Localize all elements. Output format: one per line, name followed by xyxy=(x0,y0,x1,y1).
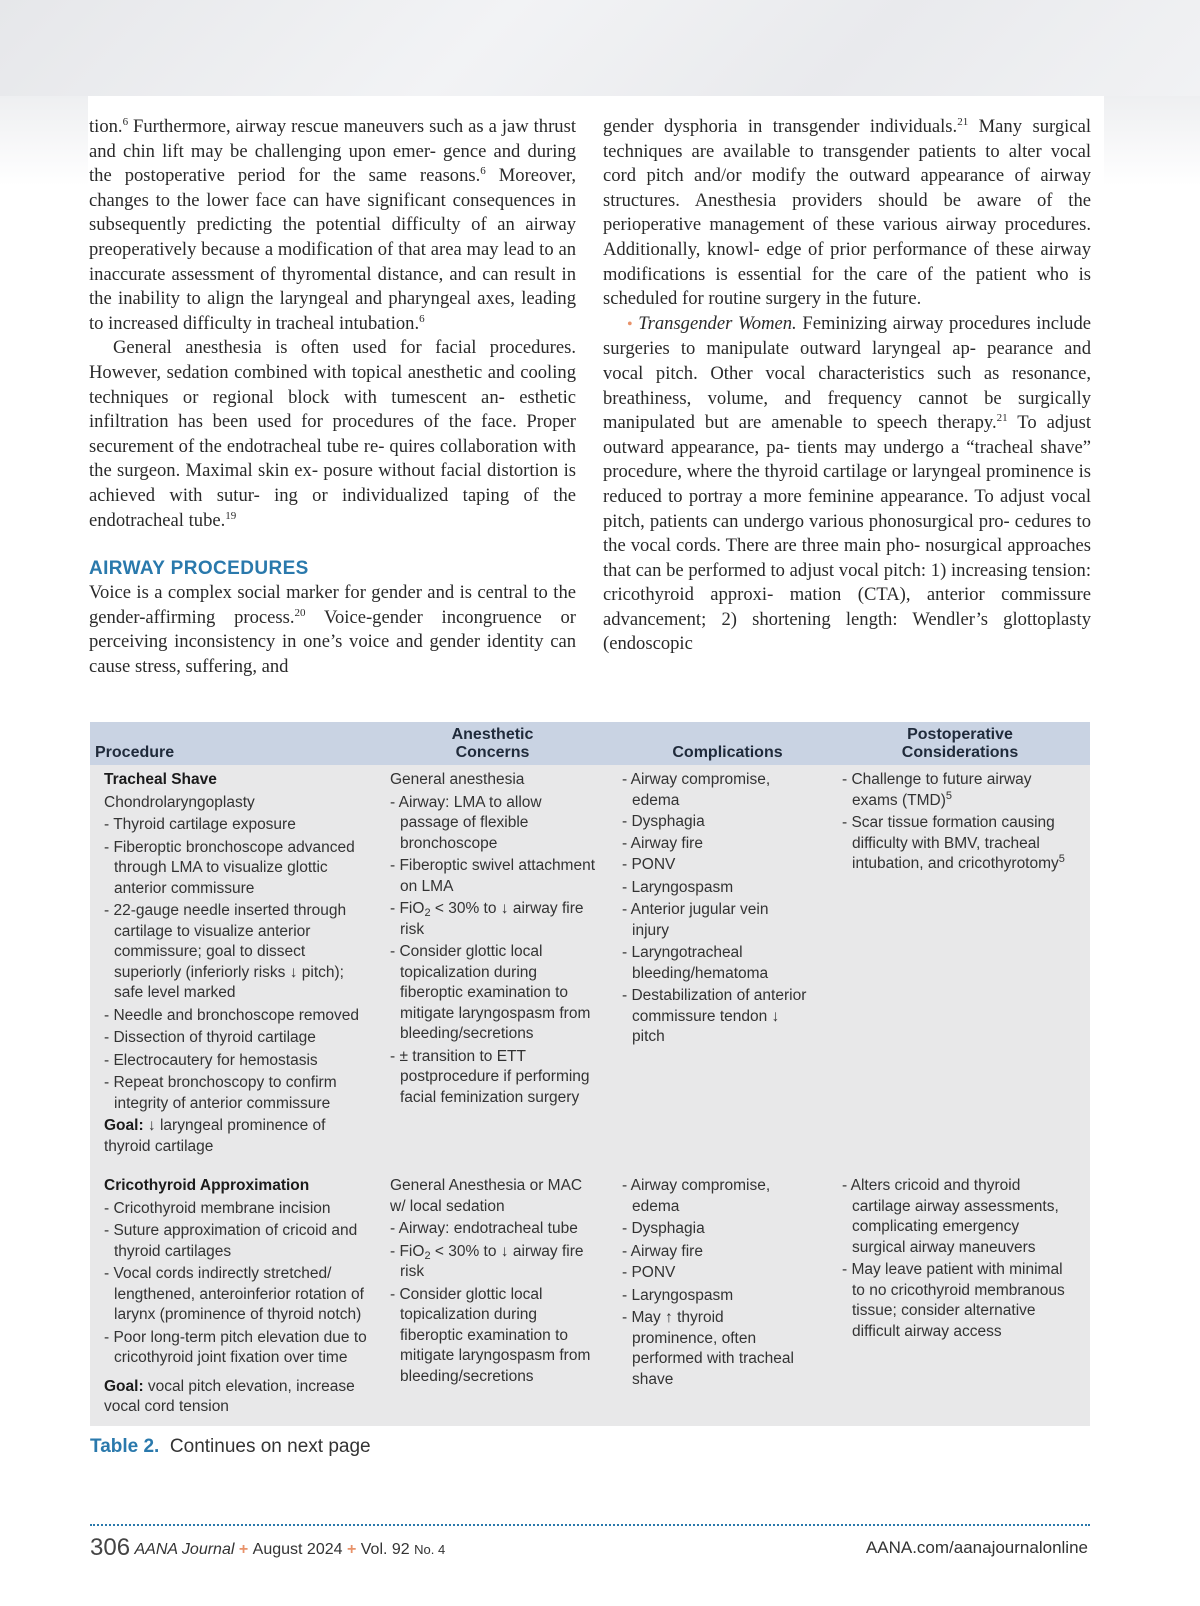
complication-item: - Laryngotracheal bleeding/hematoma xyxy=(622,944,769,982)
procedure-goal xyxy=(104,1116,369,1157)
complication-item: - Airway compromise, edema xyxy=(622,771,771,809)
procedure-step: - Poor long-term pitch elevation due to cricothyroid joint fixation over time xyxy=(104,1328,367,1366)
table-label: Table 2. xyxy=(90,1436,160,1457)
table-2 xyxy=(90,722,1090,1426)
postop-item: - Alters cricoid and thyroid cartilage airway assessments, complicating emergency surgical airway maneuvers xyxy=(842,1177,1059,1256)
separator-icon: + xyxy=(238,1541,249,1558)
anesthetic-item: - Airway: LMA to allow passage of flexible bronchoscope xyxy=(390,793,542,852)
complication-item: - PONV xyxy=(622,1264,676,1281)
procedure-title: Tracheal Shave xyxy=(104,771,217,788)
anesthetic-item: - Fiberoptic swivel attachment on LMA xyxy=(390,857,596,895)
header-line: Considerations xyxy=(901,744,1019,761)
page-header-band xyxy=(0,0,1200,96)
procedure-step: - Suture approximation of cricoid and thyroid cartilages xyxy=(104,1222,358,1260)
right-paragraph-1 xyxy=(603,115,1091,312)
fio2-text: - FiO xyxy=(390,900,425,917)
complication-item: - Destabilization of anterior commissure tendon ↓ pitch xyxy=(622,987,807,1045)
text-run: Voice-gender incongruence or perceiving inconsistency in one’s voice and gender identity can cause stress, suffering, and xyxy=(89,606,576,677)
header-procedure: Procedure xyxy=(95,744,175,761)
procedure-step: - Cricothyroid membrane incision xyxy=(104,1199,331,1217)
anesthetic-lead: General anesthesia xyxy=(390,771,525,788)
postop-text: - Scar tissue formation causing difficulty with BMV, tracheal intubation, and cricothyrotomy xyxy=(842,814,1059,872)
header-postoperative-considerations xyxy=(850,726,1070,762)
citation: 6 xyxy=(480,165,486,178)
text-run: Voice is a complex social marker for gender and is central to the gender-affirming process. xyxy=(89,582,576,628)
complication-item: - PONV xyxy=(622,856,676,873)
right-margin-band xyxy=(1104,96,1200,186)
journal-url[interactable]: AANA.com/aanajournalonline xyxy=(865,1538,1088,1557)
procedure-step: - Fiberoptic bronchoscope advanced through LMA to visualize glottic anterior commissure xyxy=(104,838,355,897)
caption-text: Continues on next page xyxy=(169,1436,371,1457)
complication-item: - Airway fire xyxy=(622,1242,703,1260)
fio2-subscript: 2 xyxy=(424,907,431,919)
subsection-lead: Transgender Women. xyxy=(638,312,797,334)
citation: 6 xyxy=(419,312,425,325)
complication-item: - Airway fire xyxy=(622,834,703,852)
anesthetic-item: - Consider glottic local topicalization during fiberoptic examination to mitigate laryngospasm from bleeding/secretions xyxy=(390,943,591,1042)
postop-text: - Challenge to future airway exams (TMD) xyxy=(842,771,1032,809)
table-caption xyxy=(90,1436,371,1458)
anesthetic-lead: General Anesthesia or MAC w/ local sedation xyxy=(390,1177,583,1215)
header-complications: Complications xyxy=(672,744,783,761)
citation: 21 xyxy=(996,412,1008,425)
table-header-row xyxy=(90,722,1090,765)
complication-item: - Laryngospasm xyxy=(622,878,734,896)
complication-item: - Dysphagia xyxy=(622,813,705,830)
citation: 5 xyxy=(945,789,952,802)
complication-item: - Laryngospasm xyxy=(622,1286,734,1304)
anesthetic-item-fio2 xyxy=(390,899,600,940)
left-text-column xyxy=(89,115,576,679)
text-run: Furthermore, airway rescue maneuvers such as a jaw thrust and chin lift may be challenging upon emer- gence and during the postoperative period for the same reasons. xyxy=(89,116,576,187)
complication-item: - Anterior jugular vein injury xyxy=(622,901,769,939)
text-run: Moreover, changes to the lower face can have significant consequences in subsequently predicting the potential difficulty of an airway preoperatively because a modification of that area may lead to an inaccurate assessment of thyromental distance, and can result in the inability to align the laryngeal and pharyngeal axes, leading to increased difficulty in tracheal intubation. xyxy=(89,165,576,334)
procedure-step: - Needle and bronchoscope removed xyxy=(104,1006,360,1024)
citation: 19 xyxy=(225,509,237,522)
fio2-text: - FiO xyxy=(390,1242,425,1260)
text-run: tion. xyxy=(89,116,123,137)
text-run: gender dysphoria in transgender individuals. xyxy=(603,116,958,137)
bullet-icon: • xyxy=(627,315,633,333)
postop-item xyxy=(842,813,1067,875)
footer-divider xyxy=(90,1524,1090,1526)
issue-date: August 2024 xyxy=(252,1541,343,1558)
goal-label: Goal: xyxy=(104,1117,144,1134)
header-line: Anesthetic xyxy=(451,726,534,743)
citation: 6 xyxy=(122,116,129,128)
complication-item: - May ↑ thyroid prominence, often performed with tracheal shave xyxy=(622,1309,794,1388)
volume: Vol. 92 xyxy=(360,1541,410,1558)
anesthetic-item: - Airway: endotracheal tube xyxy=(390,1220,578,1237)
text-run: General anesthesia is often used for facial procedures. However, sedation combined with topical anesthetic and cooling techniques or regional block with tumescent an- esthetic infiltration has been used for procedures of the face. Proper securement of the endotracheal tube re- quires collaboration with the surgeon. Maximal skin ex- posure without facial distortion is achieved with sutur- ing or individualized taping of the endotracheal tube. xyxy=(89,337,576,531)
section-heading: AIRWAY PROCEDURES xyxy=(89,558,309,580)
anesthetic-item-fio2 xyxy=(390,1242,600,1283)
page-number: 306 xyxy=(90,1534,131,1561)
left-paragraph-2 xyxy=(89,336,576,533)
separator-icon: + xyxy=(346,1541,357,1558)
anesthetic-item: - Consider glottic local topicalization during fiberoptic examination to mitigate laryngospasm from bleeding/secretions xyxy=(390,1285,591,1385)
citation: 20 xyxy=(294,606,306,619)
row2-complications-cell xyxy=(622,1176,807,1390)
complication-item: - Dysphagia xyxy=(622,1220,705,1237)
left-margin-band xyxy=(0,96,88,186)
row2-postop-cell xyxy=(842,1176,1067,1342)
fio2-text: < 30% to ↓ airway fire risk xyxy=(400,900,584,938)
header-anesthetic-concerns xyxy=(390,726,595,762)
fio2-subscript: 2 xyxy=(424,1249,431,1262)
citation: 21 xyxy=(957,116,969,128)
procedure-step: - Vocal cords indirectly stretched/ lengthened, anteroinferior rotation of larynx (prominence of thyroid notch) xyxy=(104,1265,364,1323)
row2-procedure-cell xyxy=(104,1176,374,1418)
procedure-goal xyxy=(104,1377,374,1418)
procedure-step: - Thyroid cartilage exposure xyxy=(104,816,296,833)
goal-label: Goal: xyxy=(104,1377,144,1395)
right-paragraph-2 xyxy=(603,312,1091,657)
left-paragraph-1 xyxy=(89,115,576,336)
anesthetic-item: - ± transition to ETT postprocedure if performing facial feminization surgery xyxy=(390,1047,590,1106)
goal-text: ↓ laryngeal prominence of thyroid cartilage xyxy=(104,1117,326,1155)
text-run: Many surgical techniques are available to transgender patients to alter vocal cord pitch and/or modify the outward appearance of airway structures. Anesthesia providers should be aware of the perioperative management of these various airway procedures. Additionally, knowl- edge of prior performance of these airway modifications is essential for the care of the patient who is scheduled for routine surgery in the future. xyxy=(603,116,1092,310)
row2-anesthetic-cell xyxy=(390,1176,600,1387)
row1-postop-cell xyxy=(842,770,1067,875)
text-run: Feminizing airway procedures include surgeries to manipulate outward laryngeal ap- pearance and vocal pitch. Other vocal characteristics such as resonance, breathiness, volume, and frequency cannot be surgically manipulated but are amenable to speech therapy. xyxy=(603,312,1091,434)
page-footer xyxy=(90,1534,1088,1564)
header-line: Concerns xyxy=(455,744,530,761)
complication-item: - Airway compromise, edema xyxy=(622,1177,771,1215)
fio2-text: < 30% to ↓ airway fire risk xyxy=(400,1242,584,1280)
right-text-column xyxy=(603,115,1091,657)
row1-procedure-cell xyxy=(104,770,369,1157)
procedure-step: - 22-gauge needle inserted through cartilage to visualize anterior commissure; goal to dissect superiorly (inferiorly risks ↓ pitch); safe level marked xyxy=(104,902,347,1001)
issue-number: No. 4 xyxy=(414,1542,446,1557)
goal-text: vocal pitch elevation, increase vocal cord tension xyxy=(104,1377,355,1415)
postop-item: - May leave patient with minimal to no cricothyroid membranous tissue; consider alternative difficult airway access xyxy=(842,1261,1065,1340)
procedure-step: - Electrocautery for hemostasis xyxy=(104,1051,318,1069)
journal-name: AANA Journal xyxy=(134,1541,235,1558)
header-line: Postoperative xyxy=(907,726,1013,743)
text-run: To adjust outward appearance, pa- tients may undergo a “tracheal shave” procedure, where the thyroid cartilage or laryngeal prominence is reduced to portray a more feminine appearance. To adjust vocal pitch, patients can undergo various phonosurgical pro- cedures to the vocal cords. There are three main pho- nosurgical approaches that can be performed to adjust vocal pitch: 1) increasing tension: cricothyroid approxi- mation (CTA), anterior commissure advancement; 2) shortening length: Wendler’s glottoplasty (endoscopic xyxy=(603,412,1092,655)
postop-item xyxy=(842,770,1067,811)
procedure-title: Cricothyroid Approximation xyxy=(104,1177,310,1194)
row1-anesthetic-cell xyxy=(390,770,600,1108)
citation: 5 xyxy=(1058,853,1065,865)
row1-complications-cell xyxy=(622,770,807,1048)
left-paragraph-3 xyxy=(89,581,576,679)
procedure-subtitle: Chondrolaryngoplasty xyxy=(104,793,255,811)
procedure-step: - Repeat bronchoscopy to confirm integrity of anterior commissure xyxy=(104,1074,337,1112)
procedure-step: - Dissection of thyroid cartilage xyxy=(104,1029,316,1046)
